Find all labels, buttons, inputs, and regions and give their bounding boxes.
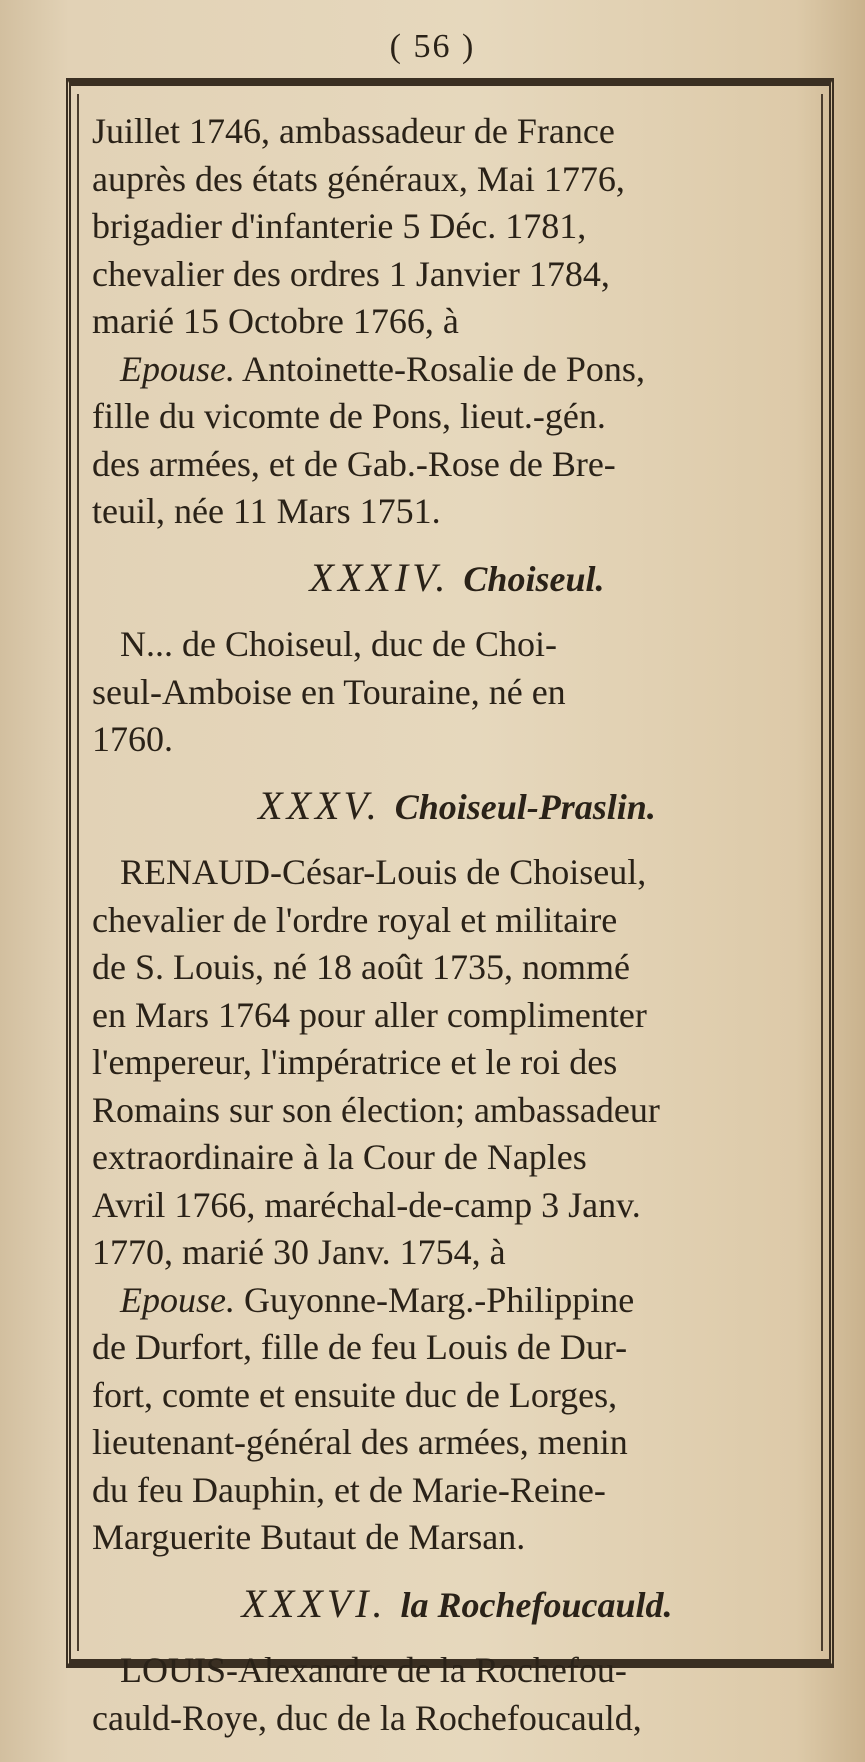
section-family-name: Choiseul-Praslin.	[394, 786, 656, 827]
section-numeral: XXXV.	[258, 782, 381, 828]
text-line: Avril 1766, maréchal-de-camp 3 Janv.	[92, 1184, 641, 1225]
text-line: de S. Louis, né 18 août 1735, nommé	[92, 947, 630, 987]
section-family-name: la Rochefoucauld.	[400, 1584, 673, 1625]
text-line: Romains sur son élection; ambassadeur	[92, 1089, 660, 1130]
text-line: fort, comte et ensuite duc de Lorges,	[92, 1374, 618, 1415]
text-line: extraordinaire à la Cour de Naples	[92, 1137, 587, 1177]
text-line: cauld-Roye, duc de la Rochefoucauld,	[92, 1697, 642, 1738]
paragraph	[92, 849, 822, 1562]
text-line: LOUIS-Alexandre de la Rochefou-	[120, 1650, 627, 1690]
section-numeral: XXXVI.	[241, 1580, 387, 1626]
section-heading	[92, 782, 822, 832]
text-line: 1760.	[92, 719, 173, 759]
text-line: teuil, née 11 Mars 1751.	[92, 491, 441, 531]
section-numeral: XXXIV.	[309, 554, 450, 600]
text-line: chevalier de l'ordre royal et militaire	[92, 899, 618, 940]
text-line: RENAUD-César-Louis de Choiseul,	[120, 852, 647, 892]
page-number: ( 56 )	[389, 28, 476, 65]
text-line: auprès des états généraux, Mai 1776,	[92, 158, 625, 199]
text-line: brigadier d'infanterie 5 Déc. 1781,	[92, 206, 587, 246]
page-text	[92, 108, 822, 1742]
text-line: de Durfort, fille de feu Louis de Dur-	[92, 1327, 628, 1367]
section-heading	[92, 554, 822, 604]
paragraph	[92, 621, 822, 764]
section-heading	[92, 1580, 822, 1630]
text-line: Marguerite Butaut de Marsan.	[92, 1517, 526, 1557]
text-line: marié 15 Octobre 1766, à	[92, 301, 459, 341]
paragraph	[92, 108, 822, 536]
text-line: Epouse. Antoinette-Rosalie de Pons,	[120, 348, 645, 389]
section-family-name: Choiseul.	[463, 558, 605, 599]
text-line: seul-Amboise en Touraine, né en	[92, 671, 566, 712]
text-line: 1770, marié 30 Janv. 1754, à	[92, 1232, 506, 1272]
text-line: fille du vicomte de Pons, lieut.-gén.	[92, 396, 606, 436]
text-line: lieutenant-général des armées, menin	[92, 1422, 628, 1462]
text-line: du feu Dauphin, et de Marie-Reine-	[92, 1469, 606, 1510]
text-line: Epouse. Guyonne-Marg.-Philippine	[120, 1279, 635, 1320]
text-line: des armées, et de Gab.-Rose de Bre-	[92, 443, 616, 484]
text-line: chevalier des ordres 1 Janvier 1784,	[92, 253, 610, 294]
text-line: l'empereur, l'impératrice et le roi des	[92, 1042, 618, 1082]
paragraph	[92, 1647, 822, 1742]
text-line: Juillet 1746, ambassadeur de France	[92, 111, 615, 151]
text-line: en Mars 1764 pour aller complimenter	[92, 994, 647, 1035]
text-line: N... de Choiseul, duc de Choi-	[120, 624, 557, 664]
